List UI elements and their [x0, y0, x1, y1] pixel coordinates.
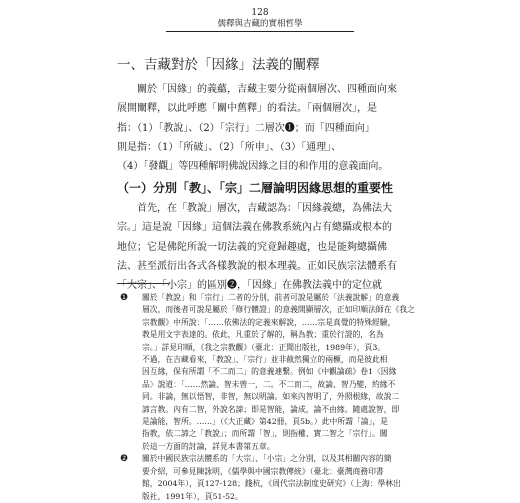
- footnote-line: 是論能，智所。……」（《大正藏》第42冊，頁5b。）此中所謂「論」，是: [142, 417, 388, 427]
- footnote-line: 指教，依二諦之「教說」；而所謂「智」，則指權、實二智之「宗行」。關: [142, 429, 388, 439]
- subsection-heading: （一）分別「教」、「宗」二層論明因緣思想的重要性: [117, 181, 394, 195]
- footnote-line: 宗。」詳見印順，《我之宗教觀》（臺北：正聞出版社，1989年），頁3。: [142, 342, 386, 352]
- intro-line: 展開闡釋，以此呼應「關中舊釋」的看法。「兩個層次」，是: [117, 103, 377, 115]
- body-line: 宗。」這是說「因緣」這個法義在佛教系統內占有總攝或根本的: [117, 222, 392, 234]
- body-line: 「大宗」、「小宗」的區別❷，「因緣」在佛教法義中的定位就: [117, 280, 382, 292]
- intro-line: 則是指：（1）「所破」、（2）「所申」、（3）「通理」、: [117, 141, 342, 153]
- footnote-line: 館，2004年），頁127-128；錢杭，《周代宗法制度史研究》（上海：學林出: [142, 479, 401, 489]
- body-line: 地位；它是佛陀所說一切法義的究竟歸趣處，也是能夠總攝佛: [117, 241, 387, 253]
- footnote-line: 教是用文字表達的。依此，凡重於了解的，稱為教；重於行證的，名為: [142, 330, 384, 340]
- footnote-line: 關於「教說」和「宗行」二者的分別，前者可說是屬於「法義說解」的意義: [142, 293, 400, 302]
- intro-line: 關於「因緣」的義蘊，吉藏主要分從兩個層次、四種面向來: [137, 84, 397, 95]
- intro-paragraph: [117, 80, 417, 176]
- footnote-line: 要介紹，可參見陳詠明，《儒學與中國宗教傳統》（臺北：臺灣商務印書: [142, 466, 384, 476]
- body-line: 首先，在「教說」層次，吉藏認為：「因緣義總，為佛法大: [137, 203, 392, 214]
- footnote-line: 層次，而後者可說是屬於「修行體證」的意義開顯層次，正如印順法師在《我之: [142, 305, 415, 315]
- footnote-line: 不過，在吉藏看來，「教說」、「宗行」並非截然獨立的兩橛，而是彼此相: [142, 355, 388, 365]
- intro-line: 指：（1）「教說」、（2）「宗行」二層次❶；而「四種面向」: [117, 122, 375, 134]
- footnotes: [120, 292, 420, 503]
- footnote: [120, 453, 420, 503]
- footnote-rule: [117, 283, 169, 284]
- footnote-line: 版社，1991年），頁51-52。: [142, 491, 243, 501]
- footnote-line: 宗教觀》中所說：「……依佛法的定義來解說，……宗是真覺的特殊經驗，: [142, 317, 396, 327]
- footnote-line: 品〉說道：「……然論、智未曾一，二。不二而二，故論、智乃變，約緣不: [142, 379, 396, 389]
- footnote-line: 同。非論，無以悟智，非智，無以明論。如來內智明了，外照根緣，故說二: [142, 392, 400, 402]
- body-paragraph: [117, 199, 417, 295]
- footnote-line: 因互緣，保有所謂「不二而二」的意義連繫。例如《中觀論疏》卷1〈因緣: [142, 367, 397, 377]
- section-heading: 一、吉藏對於「因緣」法義的闡釋: [117, 57, 320, 73]
- page-number: 128: [251, 8, 269, 18]
- header-rule: [166, 31, 354, 32]
- footnote-marker: ❶: [120, 293, 129, 303]
- footnote-marker: ❷: [120, 454, 129, 465]
- intro-line: （4）「發觀」等四種解明佛說因緣之目的和作用的意義面向。: [117, 161, 389, 173]
- footnote-line: 諦言教。內有二智，外說名諦；即是智能，論成，論不由緣。隨處說智，即: [142, 404, 400, 414]
- body-line: 法、甚至派衍出各式各樣教說的根本理義。正如民族宗法體系有: [117, 260, 397, 272]
- footnote-line: 於這一方面的討論，詳見本書第五章。: [142, 441, 275, 451]
- footnote-line: 關於中國民族宗法體系的「大宗」、「小宗」之分別，以及其相關內容的簡: [142, 454, 392, 464]
- footnote: [120, 292, 420, 453]
- running-title: 儒釋與吉藏的實相哲學: [217, 19, 303, 29]
